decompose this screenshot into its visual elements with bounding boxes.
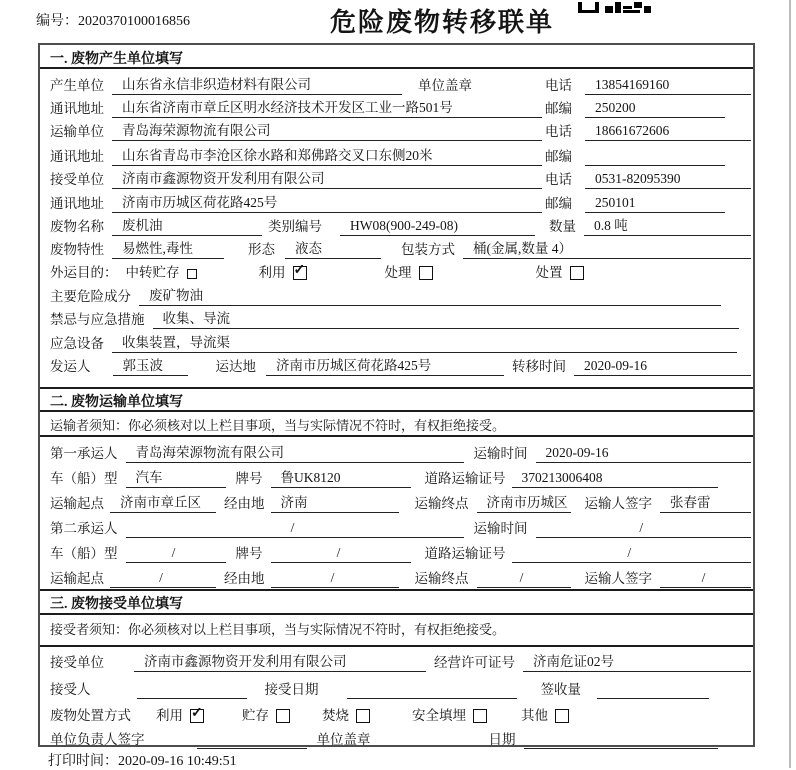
destination-label: 运达地	[215, 359, 256, 374]
disposal-option-store-label: 贮存	[242, 708, 269, 723]
check-mark-icon: ✓	[191, 706, 203, 721]
quantity-value: 0.8 吨	[584, 214, 751, 236]
producer-address-value: 山东省济南市章丘区明水经济技术开发区工业一路501号	[112, 96, 542, 118]
address-label: 通讯地址	[50, 101, 104, 116]
divider	[40, 387, 753, 389]
row-leader-sign	[50, 728, 751, 749]
accept-date-value	[347, 697, 517, 699]
category-label: 类别编号	[268, 219, 322, 234]
hazard-label: 主要危险成分	[50, 289, 131, 304]
section3-header: 三. 废物接受单位填写	[50, 597, 183, 612]
manifest-form	[38, 43, 755, 747]
equipment-value: 收集装置，导流渠	[112, 331, 737, 353]
destination-value: 济南市历城区荷花路425号	[266, 354, 504, 376]
via1-value: 济南	[271, 491, 399, 513]
accept-person-value	[137, 697, 247, 699]
row-vehicle1	[50, 467, 751, 488]
form-label: 形态	[248, 242, 275, 257]
purpose-option-storage-label: 中转贮存	[125, 265, 180, 280]
road-permit1-value: 370213006408	[512, 470, 719, 488]
form-value: 液态	[285, 237, 381, 259]
checkbox-disposal-utilize-checked	[190, 706, 204, 723]
hazard-value: 废矿物油	[139, 284, 721, 306]
page-title: 危险废物转移联单	[330, 8, 555, 37]
origin1-value: 济南市章丘区	[110, 491, 216, 513]
disposal-option-other-label: 其他	[521, 708, 548, 723]
checkbox-utilize-checked	[293, 263, 307, 280]
serial-label: 编号：	[36, 14, 78, 29]
row-shipper	[50, 355, 751, 376]
receiver-value: 济南市鑫源物资开发利用有限公司	[112, 167, 542, 189]
purpose-label: 外运目的：	[50, 265, 118, 280]
checkbox-disposal-store	[276, 709, 290, 723]
checkbox-disposal-landfill	[473, 709, 487, 723]
disposal-option-burn-label: 焚烧	[322, 708, 349, 723]
received-amount-label: 签收量	[540, 682, 581, 697]
row-purpose	[50, 261, 751, 282]
terminus1-value: 济南市历城区	[477, 491, 571, 513]
packing-value: 桶(金属,数量 4）	[463, 237, 751, 259]
plate-label: 牌号	[235, 471, 263, 486]
checkbox-disposal-burn	[356, 709, 370, 723]
transporter-phone-value: 18661672606	[585, 123, 751, 141]
terminus-label: 运输终点	[414, 571, 469, 586]
zip-label: 邮编	[545, 149, 572, 164]
row-route1	[50, 492, 751, 513]
zip-label: 邮编	[545, 101, 572, 116]
purpose-option-treat-label: 处理	[384, 265, 412, 280]
qr-code-fragment	[578, 0, 652, 18]
transport-time1-value: 2020-09-16	[536, 445, 752, 463]
receiver-phone-value: 0531-82095390	[585, 171, 751, 189]
equipment-label: 应急设备	[50, 336, 104, 351]
address-label: 通讯地址	[50, 196, 104, 211]
origin-label: 运输起点	[50, 496, 104, 511]
via-label: 经由地	[224, 496, 265, 511]
plate2-value: /	[271, 545, 411, 563]
carrier1-label: 第一承运人	[50, 446, 118, 461]
waste-name-value: 废机油	[112, 214, 262, 236]
quantity-label: 数量	[549, 219, 576, 234]
row-waste-name	[50, 215, 751, 236]
row-waste-trait	[50, 238, 751, 259]
disposal-method-label: 废物处置方式	[50, 708, 131, 723]
vehicle2-value: /	[126, 545, 226, 563]
row-taboo	[50, 308, 751, 329]
serial-number-line	[36, 10, 190, 30]
zip-label: 邮编	[545, 196, 572, 211]
shipper-label: 发运人	[50, 359, 91, 374]
disposal-option-utilize-label: 利用	[156, 708, 183, 723]
trait-value: 易燃性,毒性	[112, 237, 224, 259]
disposal-option-landfill-label: 安全填埋	[412, 708, 466, 723]
serial-value: 2020370100016856	[78, 14, 190, 29]
packing-label: 包装方式	[401, 242, 455, 257]
date-label: 日期	[488, 732, 516, 747]
row-transporter-address	[50, 145, 751, 166]
row-carrier2	[50, 517, 751, 538]
terminus-label: 运输终点	[414, 496, 469, 511]
print-time-line	[48, 750, 237, 770]
road-permit-label: 道路运输证号	[424, 546, 506, 561]
producer-phone-value: 13854169160	[585, 77, 751, 95]
via2-value: /	[271, 570, 399, 588]
producer-zip-value: 250200	[585, 100, 725, 118]
waste-name-label: 废物名称	[50, 219, 104, 234]
transport-time-label: 运输时间	[473, 446, 528, 461]
phone-label: 电话	[545, 172, 572, 187]
transfer-time-label: 转移时间	[512, 359, 566, 374]
carrier1-value: 青岛海荣源物流有限公司	[126, 441, 464, 463]
row-carrier1	[50, 442, 751, 463]
row-disposal-method	[50, 704, 751, 725]
carrier2-value: /	[126, 520, 464, 538]
via-label: 经由地	[224, 571, 265, 586]
checkbox-dispose	[570, 266, 584, 280]
transport-time2-value: /	[536, 520, 752, 538]
transporter-label: 运输单位	[50, 124, 104, 139]
license-label: 经营许可证号	[434, 655, 515, 670]
leader-sign-label: 单位负责人签字	[50, 732, 145, 747]
print-time-value: 2020-09-16 10:49:51	[118, 754, 237, 769]
row-accept-unit	[50, 651, 751, 672]
road-permit2-value: /	[512, 545, 752, 563]
row-hazard	[50, 285, 751, 306]
purpose-option-utilize-label: 利用	[258, 265, 286, 280]
divider	[40, 589, 753, 591]
receiver-label: 接受单位	[50, 172, 104, 187]
shipper-value: 郭玉波	[113, 354, 188, 376]
carrier-sign1-value: 张春雷	[660, 491, 751, 513]
receiver-zip-value: 250101	[585, 195, 725, 213]
checkbox-disposal-other	[555, 709, 569, 723]
plate-label: 牌号	[235, 546, 263, 561]
row-equipment	[50, 332, 751, 353]
transporter-zip-value	[585, 149, 725, 166]
producer-label: 产生单位	[50, 78, 104, 93]
trait-label: 废物特性	[50, 242, 104, 257]
received-amount-value	[597, 697, 709, 699]
phone-label: 电话	[545, 78, 572, 93]
taboo-value: 收集、导流	[153, 307, 740, 329]
receiver-address-value: 济南市历城区荷花路425号	[112, 191, 542, 213]
check-mark-icon: ✓	[293, 263, 306, 278]
unit-seal-label: 单位盖章	[316, 732, 371, 747]
date-value	[524, 747, 719, 749]
page-right-edge-line	[789, 0, 791, 768]
section2-notice: 运输者须知：你必须核对以上栏目事项，当与实际情况不符时，有权拒绝接受。	[50, 418, 506, 433]
origin2-value: /	[110, 570, 216, 588]
row-accept-person	[50, 678, 751, 699]
transporter-value: 青岛海荣源物流有限公司	[112, 119, 542, 141]
category-value: HW08(900-249-08)	[340, 218, 535, 236]
transfer-time-value: 2020-09-16	[574, 358, 751, 376]
phone-label: 电话	[545, 124, 572, 139]
row-route2	[50, 567, 751, 588]
plate1-value: 鲁UK8120	[271, 466, 411, 488]
vehicle-type-label: 车（船）型	[50, 546, 118, 561]
accept-unit-value: 济南市鑫源物资开发利用有限公司	[134, 650, 426, 672]
address-label: 通讯地址	[50, 149, 104, 164]
transport-time-label: 运输时间	[473, 521, 528, 536]
section3-notice: 接受者须知：你必须核对以上栏目事项，当与实际情况不符时，有权拒绝接受。	[50, 622, 506, 637]
terminus2-value: /	[477, 570, 571, 588]
carrier2-label: 第二承运人	[50, 521, 118, 536]
vehicle-type-label: 车（船）型	[50, 471, 118, 486]
road-permit-label: 道路运输证号	[424, 471, 506, 486]
unit-seal-label: 单位盖章	[418, 78, 472, 93]
divider	[40, 435, 753, 437]
carrier-sign-label: 运输人签字	[584, 496, 652, 511]
accept-date-label: 接受日期	[264, 682, 319, 697]
row-producer	[50, 74, 751, 95]
transporter-address-value: 山东省青岛市李沧区徐水路和郑佛路交叉口东侧20米	[112, 144, 542, 166]
row-transporter	[50, 120, 751, 141]
taboo-label: 禁忌与应急措施	[50, 312, 145, 327]
origin-label: 运输起点	[50, 571, 104, 586]
row-receiver-address	[50, 192, 751, 213]
license-value: 济南危证02号	[523, 650, 751, 672]
print-time-label: 打印时间：	[48, 754, 118, 769]
vehicle1-value: 汽车	[126, 466, 226, 488]
carrier-sign2-value: /	[660, 570, 751, 588]
checkbox-treat	[419, 266, 433, 280]
row-receiver	[50, 168, 751, 189]
section2-header: 二. 废物运输单位填写	[50, 395, 183, 410]
accept-person-label: 接受人	[50, 682, 91, 697]
purpose-option-dispose-label: 处置	[535, 265, 563, 280]
section1-header: 一. 废物产生单位填写	[50, 52, 183, 67]
leader-sign-value	[197, 747, 307, 749]
producer-value: 山东省永信非织造材料有限公司	[112, 73, 402, 95]
divider	[40, 613, 753, 615]
accept-unit-label: 接受单位	[50, 655, 104, 670]
carrier-sign-label: 运输人签字	[584, 571, 652, 586]
checkbox-storage	[187, 269, 197, 279]
row-producer-address	[50, 97, 751, 118]
divider	[40, 645, 753, 647]
row-vehicle2	[50, 542, 751, 563]
